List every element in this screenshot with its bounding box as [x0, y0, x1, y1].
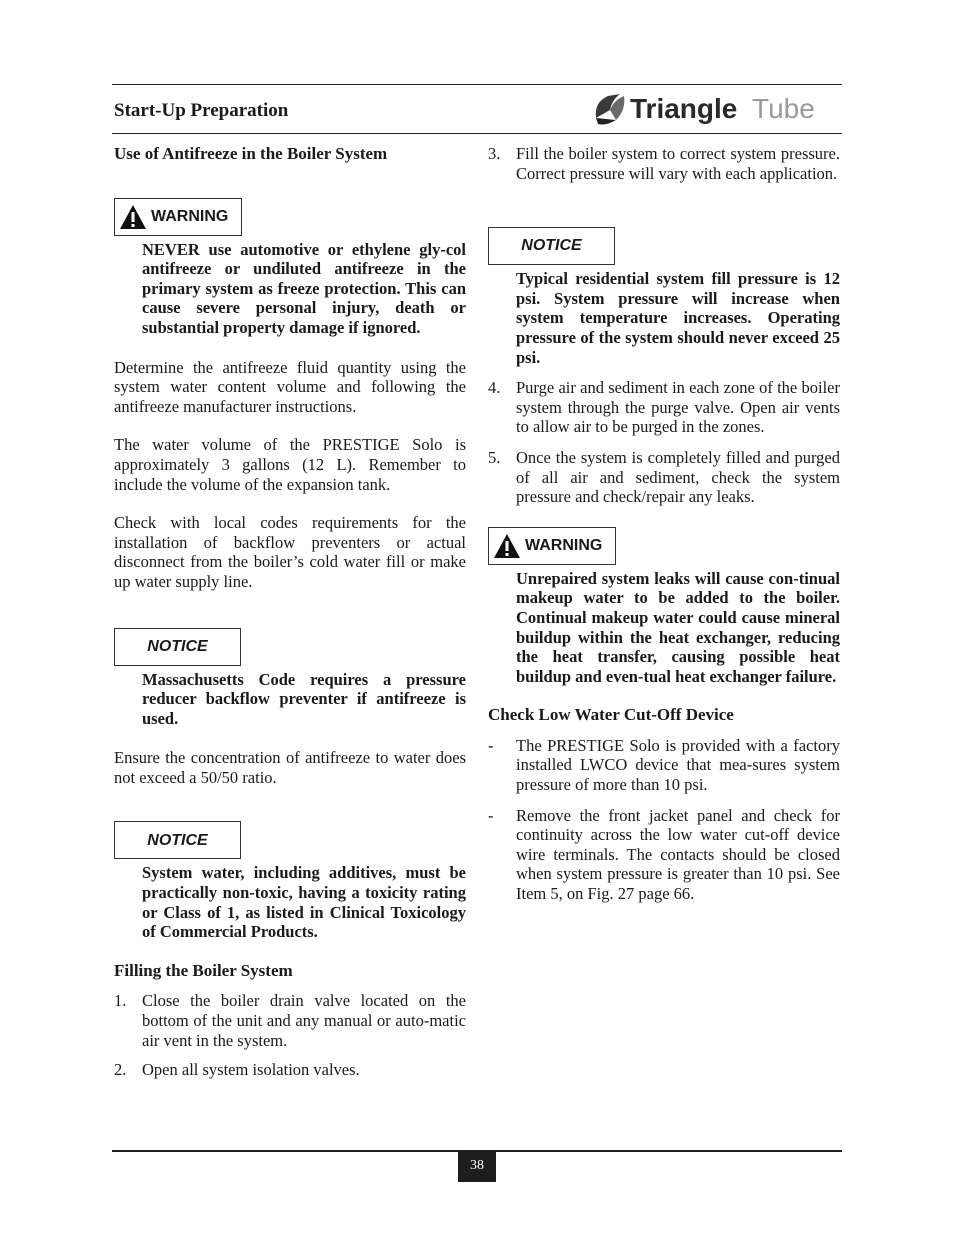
logo-text-triangle: Triangle — [630, 93, 738, 124]
heading-antifreeze: Use of Antifreeze in the Boiler System — [114, 144, 388, 163]
step-number: 1. — [114, 991, 127, 1011]
notice-callout-3 — [488, 227, 615, 265]
header-rule-bottom — [112, 133, 842, 134]
bullet-text: Remove the front jacket panel and check for continuity across the low water cut-off device wire terminals. The contacts should be closed when system pressure is greater than 10 psi. See Item 5, on Fig. 27 page 66. — [516, 805, 840, 904]
triangle-tube-logo-icon — [590, 88, 840, 128]
notice-label: NOTICE — [147, 831, 208, 849]
warning-text-leaks: Unrepaired system leaks will cause con-tinual makeup water to be added to the boiler. Continual makeup water could cause mineral buildup within the heat exchanger, reducing the heat transfer, causing possible heat buildup and even-tual heat exchanger failure. — [516, 568, 840, 686]
step-text: Purge air and sediment in each zone of the boiler system through the purge valve. Open air vents to allow air to be purged in the zones. — [516, 378, 840, 437]
list-item-step-1 — [114, 991, 466, 1050]
warning-triangle-icon — [119, 204, 147, 230]
step-number: 2. — [114, 1060, 127, 1080]
step-number: 3. — [488, 144, 501, 163]
left-column — [114, 144, 466, 1080]
heading-lwco: Check Low Water Cut-Off Device — [488, 705, 734, 725]
paragraph-local-codes: Check with local codes requirements for the installation of backflow preventers or actual disconnect from the boiler’s cold water fill or make up water supply line. — [114, 513, 466, 591]
warning-label: WARNING — [525, 536, 603, 554]
warning-label: WARNING — [151, 207, 229, 225]
list-item-step-2 — [114, 1060, 466, 1080]
step-text: Close the boiler drain valve located on the bottom of the unit and any manual or auto-matic air vent in the system. — [142, 991, 466, 1050]
bullet-text: The PRESTIGE Solo is provided with a factory installed LWCO device that mea-sures system pressure of more than 10 psi. — [516, 735, 840, 795]
list-item-bullet-1 — [488, 736, 840, 795]
step-text: Fill the boiler system to correct system pressure. Correct pressure will vary with each application. — [516, 144, 840, 183]
step-number: 4. — [488, 378, 501, 398]
bullet-mark: - — [488, 735, 494, 755]
warning-triangle-icon — [493, 533, 521, 559]
right-column — [488, 144, 840, 904]
notice-text-toxicity: System water, including additives, must be practically non-toxic, having a toxicity rating or Class of 1, as listed in Clinical Toxicology of Commercial Products. — [142, 863, 466, 942]
notice-callout-2 — [114, 821, 241, 859]
step-text: Open all system isolation valves. — [142, 1060, 360, 1080]
notice-label: NOTICE — [147, 637, 208, 655]
step-text: Once the system is completely filled and purged of all air and sediment, check the system pressure and check/repair any leaks. — [516, 447, 840, 507]
list-item-step-5 — [488, 448, 840, 507]
notice-text-massachusetts: Massachusetts Code requires a pressure reducer backflow preventer if antifreeze is used. — [142, 669, 466, 728]
paragraph-concentration: Ensure the concentration of antifreeze to water does not exceed a 50/50 ratio. — [114, 748, 466, 787]
logo-text-tube: Tube — [752, 93, 815, 124]
notice-label: NOTICE — [521, 237, 582, 255]
step-number: 5. — [488, 447, 501, 467]
heading-filling: Filling the Boiler System — [114, 960, 293, 980]
list-item-step-4 — [488, 378, 840, 437]
bullet-mark: - — [488, 805, 494, 825]
paragraph-antifreeze-quantity: Determine the antifreeze fluid quantity using the system water content volume and following the antifreeze manufacturer instructions. — [114, 357, 466, 416]
notice-text-fill-pressure: Typical residential system fill pressure is 12 psi. System pressure will increase when system temperature increases. Operating pressure of the system should never exceed 25 psi. — [516, 269, 840, 367]
notice-callout-1 — [114, 628, 241, 666]
paragraph-water-volume: The water volume of the PRESTIGE Solo is approximately 3 gallons (12 L). Remember to include the volume of the expansion tank. — [114, 435, 466, 494]
list-item-step-3 — [488, 144, 840, 183]
page-number: 38 — [458, 1150, 496, 1182]
list-item-bullet-2 — [488, 806, 840, 904]
warning-callout — [114, 198, 242, 236]
warning-text: NEVER use automotive or ethylene gly-col antifreeze or undiluted antifreeze in the primary system as freeze protection. This can cause severe personal injury, death or substantial property damage if ignored. — [142, 239, 466, 337]
section-title: Start-Up Preparation — [114, 100, 289, 121]
header-rule-top — [112, 84, 842, 85]
warning-callout — [488, 527, 616, 565]
